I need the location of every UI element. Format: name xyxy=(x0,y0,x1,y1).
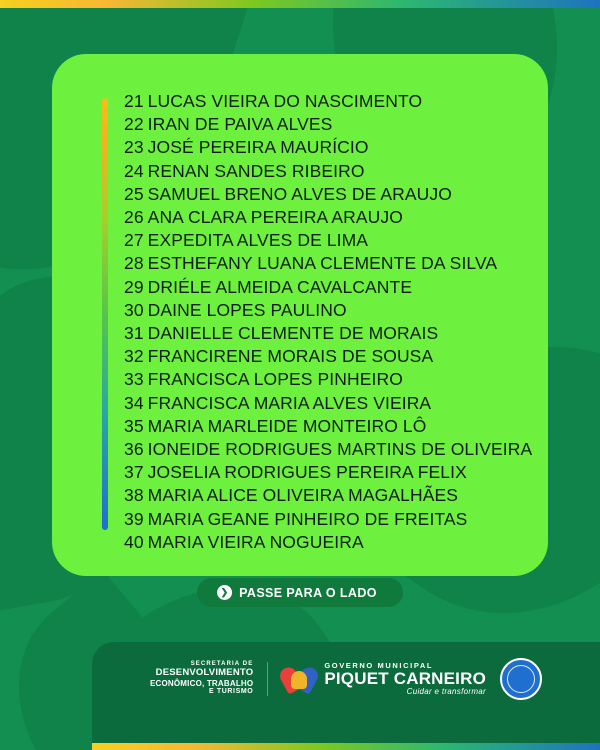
list-item-name: RENAN SANDES RIBEIRO xyxy=(147,160,365,181)
name-list xyxy=(124,90,536,554)
list-item-number: 28 xyxy=(124,253,144,274)
list-item-number: 33 xyxy=(124,369,144,390)
list-item-name: MARIA MARLEIDE MONTEIRO LÔ xyxy=(147,415,427,436)
list-item xyxy=(124,90,536,113)
footer-color-bar xyxy=(92,743,600,750)
secretaria-line4: E TURISMO xyxy=(209,688,254,696)
list-item-name: SAMUEL BRENO ALVES DE ARAUJO xyxy=(147,183,452,204)
list-item-name: JOSÉ PEREIRA MAURÍCIO xyxy=(147,137,369,158)
heart-icon xyxy=(282,664,316,694)
list-item xyxy=(124,322,536,345)
list-item-name: DRIÉLE ALMEIDA CAVALCANTE xyxy=(147,276,413,297)
secretaria-line1: SECRETARIA DE xyxy=(190,661,254,668)
government-slogan: Cuidar e transformar xyxy=(406,686,487,696)
list-item-number: 36 xyxy=(124,439,144,460)
list-item-name: ESTHEFANY LUANA CLEMENTE DA SILVA xyxy=(147,253,498,274)
swipe-hint-button[interactable] xyxy=(197,578,403,607)
list-item xyxy=(124,113,536,136)
list-item-number: 31 xyxy=(124,323,144,344)
government-line1: GOVERNO MUNICIPAL xyxy=(324,660,434,670)
secretaria-logo xyxy=(150,661,253,696)
list-item-name: MARIA GEANE PINHEIRO DE FREITAS xyxy=(147,508,468,529)
list-item xyxy=(124,438,536,461)
list-item xyxy=(124,484,536,507)
list-item-number: 37 xyxy=(124,462,144,483)
list-item-name: MARIA ALICE OLIVEIRA MAGALHÃES xyxy=(147,485,459,506)
list-item xyxy=(124,392,536,415)
list-item xyxy=(124,206,536,229)
list-item-number: 29 xyxy=(124,276,144,297)
list-item-number: 39 xyxy=(124,508,144,529)
list-accent-bar xyxy=(102,98,108,530)
list-item xyxy=(124,183,536,206)
list-item xyxy=(124,299,536,322)
list-item-name: IONEIDE RODRIGUES MARTINS DE OLIVEIRA xyxy=(147,439,533,460)
list-item-number: 30 xyxy=(124,299,144,320)
list-item xyxy=(124,531,536,554)
list-item xyxy=(124,368,536,391)
list-item xyxy=(124,229,536,252)
list-item-number: 32 xyxy=(124,346,144,367)
top-color-bar xyxy=(0,0,600,8)
list-item-number: 40 xyxy=(124,531,144,552)
secretaria-line2: DESENVOLVIMENTO xyxy=(155,667,254,679)
list-item-name: LUCAS VIEIRA DO NASCIMENTO xyxy=(147,91,423,111)
list-item-number: 21 xyxy=(124,91,144,111)
list-item-name: IRAN DE PAIVA ALVES xyxy=(147,114,333,135)
chevron-right-icon: ❯ xyxy=(217,585,232,600)
list-item-number: 24 xyxy=(124,160,144,181)
list-item xyxy=(124,276,536,299)
government-line2: PIQUET CARNEIRO xyxy=(324,668,487,688)
list-item xyxy=(124,136,536,159)
list-item xyxy=(124,345,536,368)
list-item xyxy=(124,508,536,531)
secretaria-line3: ECONÔMICO, TRABALHO xyxy=(149,679,254,689)
list-item xyxy=(124,415,536,438)
list-item xyxy=(124,160,536,183)
footer xyxy=(92,642,600,750)
list-item-name: MARIA VIEIRA NOGUEIRA xyxy=(147,531,364,552)
list-item-number: 34 xyxy=(124,392,144,413)
list-item xyxy=(124,252,536,275)
list-item-name: DAINE LOPES PAULINO xyxy=(147,299,347,320)
government-logo xyxy=(282,662,486,696)
name-list-card xyxy=(52,54,548,576)
list-item-name: FRANCISCA MARIA ALVES VIEIRA xyxy=(147,392,432,413)
municipal-seal-icon xyxy=(500,658,542,700)
list-item-number: 27 xyxy=(124,230,144,251)
list-item xyxy=(124,461,536,484)
list-item-number: 26 xyxy=(124,207,144,228)
list-item-name: ANA CLARA PEREIRA ARAUJO xyxy=(147,207,403,228)
list-item-name: JOSELIA RODRIGUES PEREIRA FELIX xyxy=(147,462,467,483)
footer-divider xyxy=(267,662,268,696)
list-item-number: 23 xyxy=(124,137,144,158)
swipe-hint-label: PASSE PARA O LADO xyxy=(239,585,377,600)
list-item-name: FRANCISCA LOPES PINHEIRO xyxy=(147,369,403,390)
list-item-name: FRANCIRENE MORAIS DE SOUSA xyxy=(147,346,434,367)
list-item-number: 25 xyxy=(124,183,144,204)
list-item-number: 38 xyxy=(124,485,144,506)
list-item-number: 22 xyxy=(124,114,144,135)
list-item-name: EXPEDITA ALVES DE LIMA xyxy=(147,230,369,251)
list-item-number: 35 xyxy=(124,415,144,436)
list-item-name: DANIELLE CLEMENTE DE MORAIS xyxy=(147,323,439,344)
